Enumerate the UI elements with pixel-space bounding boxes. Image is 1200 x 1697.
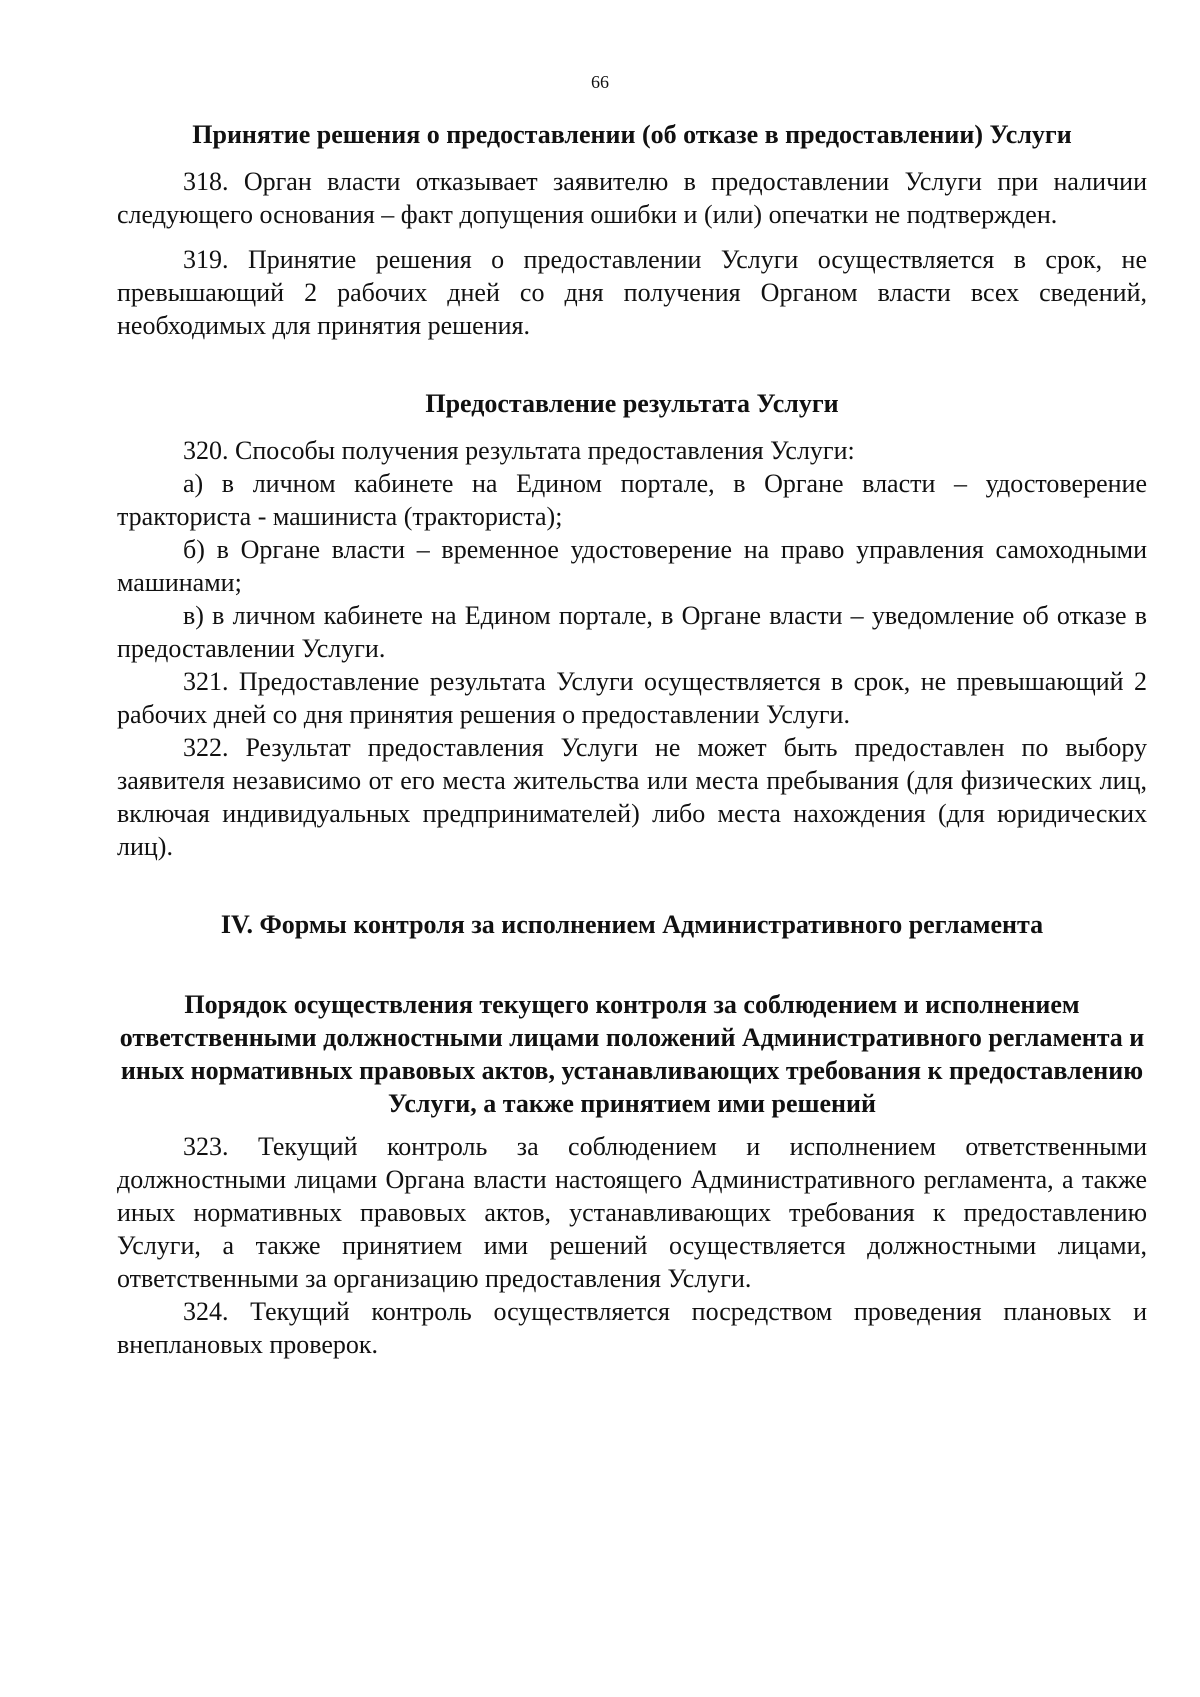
- paragraph-319: 319. Принятие решения о предоставлении Услуги осуществляется в срок, не превышающий 2 рабочих дней со дня получения Органом власти всех сведений, необходимых для принятия решения.: [117, 245, 1147, 340]
- paragraph-321: 321. Предоставление результата Услуги осуществляется в срок, не превышающий 2 рабочих дней со дня принятия решения о предоставлении Услуги.: [117, 667, 1147, 729]
- page-content: [117, 118, 1147, 1361]
- chapter-heading-control: IV. Формы контроля за исполнением Административного регламента: [220, 910, 1044, 939]
- paragraph-318: 318. Орган власти отказывает заявителю в предоставлении Услуги при наличии следующего основания – факт допущения ошибки и (или) опечатки не подтвержден.: [117, 167, 1147, 229]
- paragraph-323: 323. Текущий контроль за соблюдением и исполнением ответственными должностными лицами Органа власти настоящего Административного регламента, а также иных нормативных правовых актов, устанавливающих требования к предоставлению Услуги, а также принятием ими решений осуществляется должностными лицами, ответственными за организацию предоставления Услуги.: [117, 1132, 1147, 1293]
- paragraph-324: 324. Текущий контроль осуществляется посредством проведения плановых и внеплановых проверок.: [117, 1297, 1147, 1359]
- paragraph-320-a: а) в личном кабинете на Едином портале, в Органе власти – удостоверение тракториста - машиниста (тракториста);: [117, 469, 1147, 531]
- section-heading-result: Предоставление результата Услуги: [425, 389, 839, 418]
- paragraph-320-b: б) в Органе власти – временное удостоверение на право управления самоходными машинами;: [117, 535, 1147, 597]
- paragraph-320: 320. Способы получения результата предоставления Услуги:: [183, 436, 855, 465]
- paragraph-320-c: в) в личном кабинете на Едином портале, в Органе власти – уведомление об отказе в предоставлении Услуги.: [117, 601, 1147, 663]
- paragraph-322: 322. Результат предоставления Услуги не может быть предоставлен по выбору заявителя независимо от его места жительства или места пребывания (для физических лиц, включая индивидуальных предпринимателей) либо места нахождения (для юридических лиц).: [117, 733, 1147, 861]
- page-number: 66: [591, 72, 609, 92]
- section-heading-decision: Принятие решения о предоставлении (об отказе в предоставлении) Услуги: [192, 120, 1072, 149]
- section-heading-current-control: Порядок осуществления текущего контроля за соблюдением и исполнением ответственными должностными лицами положений Административного регламента и иных нормативных правовых актов, устанавливающих требования к предоставлению Услуги, а также принятием ими решений: [119, 990, 1145, 1118]
